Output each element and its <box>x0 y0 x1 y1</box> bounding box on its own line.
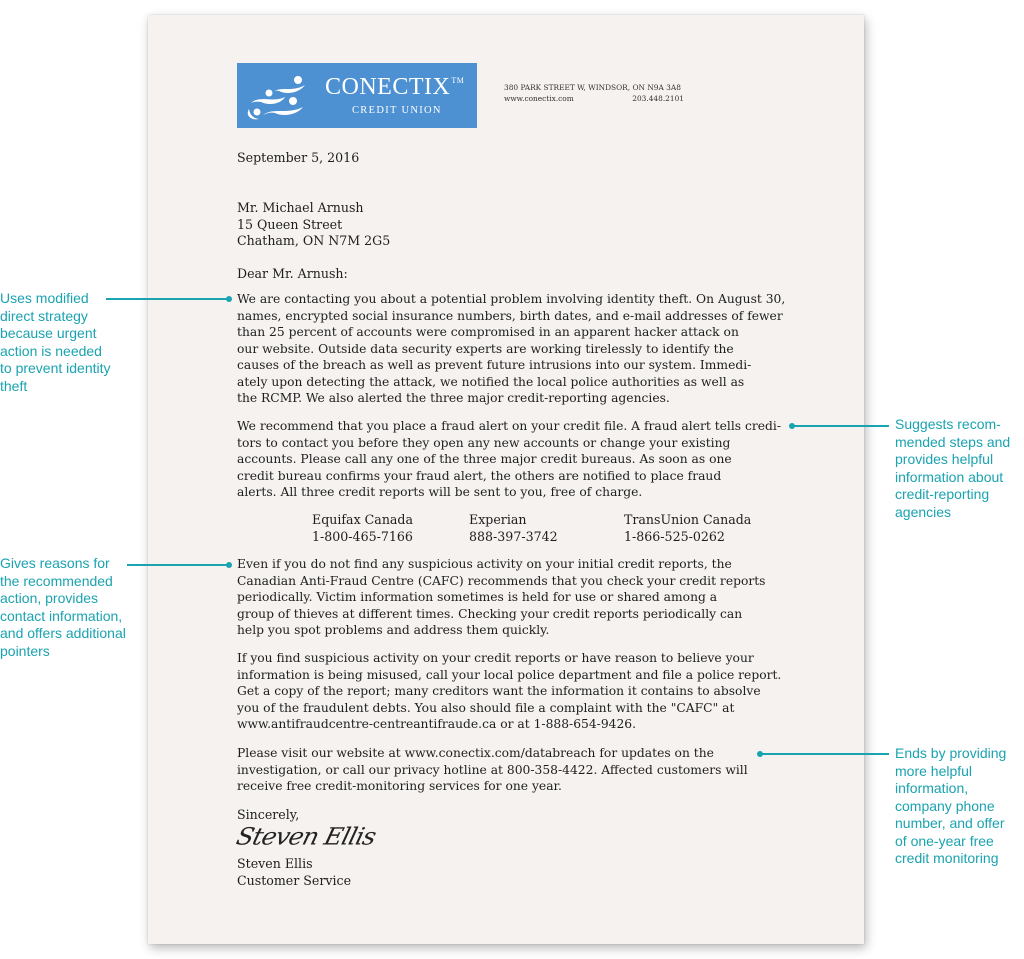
annotation-line: to prevent identity <box>0 360 111 376</box>
paragraph-suspicious-activity <box>237 650 797 733</box>
annotation-line: Gives reasons for <box>0 555 110 571</box>
closing: Sincerely, <box>237 807 300 822</box>
salutation: Dear Mr. Arnush: <box>237 266 348 281</box>
annotation-line: because urgent <box>0 325 97 341</box>
annotation-line: of one-year free <box>895 832 994 849</box>
bureau-transunion <box>624 512 751 545</box>
annotation-dot <box>226 562 232 568</box>
letterhead-address-block <box>504 82 684 104</box>
recipient-city: Chatham, ON N7M 2G5 <box>237 233 391 248</box>
company-website: www.conectix.com <box>504 94 574 103</box>
annotation-line: credit-reporting <box>895 486 990 502</box>
paragraph-line: ately upon detecting the attack, we notified the local police authorities as well as <box>237 374 745 389</box>
annotation-connector <box>127 564 228 566</box>
paragraph-line: you of the fraudulent debts. You also should file a complaint with the "CAFC" at <box>237 700 735 715</box>
brand-subtitle: CREDIT UNION <box>352 105 442 116</box>
annotation-line: theft <box>0 377 28 394</box>
paragraph-reasons <box>237 556 797 639</box>
annotation-dot <box>226 296 232 302</box>
annotation-modified-direct <box>0 290 111 395</box>
annotation-line: the recommended <box>0 572 113 589</box>
bureau-phone: 1-800-465-7166 <box>312 528 413 544</box>
paragraph-line: our website. Outside data security experts are working tirelessly to identify the <box>237 341 734 356</box>
annotation-line: agencies <box>895 503 952 520</box>
annotation-line: information, <box>895 780 969 796</box>
paragraph-line: help you spot problems and address them quickly. <box>237 623 550 637</box>
annotation-line: credit monitoring <box>895 850 999 866</box>
paragraph-line: causes of the breach as well as prevent future intrusions into our system. Immedi- <box>237 358 752 372</box>
bureau-name: Equifax Canada <box>312 512 414 527</box>
annotation-recommended-steps <box>895 416 1010 521</box>
annotation-connector <box>793 425 889 427</box>
annotation-connector <box>106 298 228 300</box>
paragraph-line: credit bureau confirms your fraud alert, the others are notified to place fraud <box>237 468 722 483</box>
paragraph-fraud-alert <box>237 418 797 501</box>
paragraph-line: than 25 percent of accounts were compromised in an apparent hacker attack on <box>237 325 739 339</box>
paragraph-line: group of thieves at different times. Checking your credit reports periodically can <box>237 606 743 621</box>
bureau-name: TransUnion Canada <box>624 512 752 527</box>
company-phone: 203.448.2101 <box>632 94 684 103</box>
annotation-line: direct strategy <box>0 307 88 324</box>
annotation-ends-helpful <box>895 745 1006 868</box>
recipient-address <box>237 200 390 250</box>
annotation-line: provides helpful <box>895 451 994 467</box>
recipient-name: Mr. Michael Arnush <box>237 200 364 215</box>
paragraph-line: information is being misused, call your local police department and file a police report. <box>237 667 782 682</box>
annotation-line: company phone <box>895 797 995 814</box>
conectix-logo <box>237 63 477 128</box>
bureau-equifax <box>312 512 413 545</box>
trademark: TM <box>451 76 465 85</box>
signer-name: Steven Ellis <box>237 856 313 871</box>
paragraph-line: www.antifraudcentre-centreantifraude.ca or at 1-888-654-9426. <box>237 717 637 731</box>
paragraph-line: We are contacting you about a potential problem involving identity theft. On August 30, <box>237 292 786 306</box>
paragraph-line: tors to contact you before they open any new accounts or change your existing <box>237 435 731 450</box>
annotation-gives-reasons <box>0 555 126 660</box>
brand-name: CONECTIX™ <box>325 74 465 100</box>
signer-title: Customer Service <box>237 872 352 888</box>
paragraph-line: the RCMP. We also alerted the three major credit-reporting agencies. <box>237 391 670 405</box>
paragraph-line: receive free credit-monitoring services for one year. <box>237 779 562 793</box>
paragraph-line: Even if you do not find any suspicious activity on your initial credit reports, the <box>237 557 732 571</box>
bureau-phone: 1-866-525-0262 <box>624 528 725 544</box>
paragraph-line: investigation, or call our privacy hotline at 800-358-4422. Affected customers will <box>237 762 748 777</box>
annotation-line: pointers <box>0 642 50 659</box>
recipient-street: 15 Queen Street <box>237 216 343 232</box>
paragraph-line: Please visit our website at www.conectix.com/databreach for updates on the <box>237 746 714 760</box>
annotation-line: number, and offer <box>895 815 1005 831</box>
paragraph-line: Canadian Anti-Fraud Centre (CAFC) recommends that you check your credit reports <box>237 573 766 588</box>
annotation-line: Uses modified <box>0 290 89 306</box>
paragraph-line: We recommend that you place a fraud alert on your credit file. A fraud alert tells credi- <box>237 419 782 433</box>
swimmers-logo-icon <box>243 71 319 121</box>
annotation-line: Suggests recom- <box>895 416 1001 432</box>
letter-date: September 5, 2016 <box>237 150 360 165</box>
annotation-line: information about <box>895 468 1004 485</box>
annotation-line: contact information, <box>0 607 123 624</box>
annotation-line: action is needed <box>0 342 102 359</box>
annotation-line: more helpful <box>895 762 973 779</box>
paragraph-line: Get a copy of the report; many creditors want the information it contains to absolve <box>237 684 761 698</box>
bureau-experian <box>469 512 558 545</box>
paragraph-line: names, encrypted social insurance numbers, birth dates, and e-mail addresses of fewer <box>237 308 783 323</box>
paragraph-line: accounts. Please call any one of the three major credit bureaus. As soon as one <box>237 452 732 466</box>
paragraph-closing-info <box>237 745 797 795</box>
paragraph-line: alerts. All three credit reports will be sent to you, free of charge. <box>237 485 643 499</box>
annotation-connector <box>761 753 889 755</box>
paragraph-line: If you find suspicious activity on your credit reports or have reason to believe your <box>237 651 754 665</box>
company-address: 380 PARK STREET W, WINDSOR, ON N9A 3A8 <box>504 83 681 92</box>
bureau-name: Experian <box>469 512 527 527</box>
annotation-line: mended steps and <box>895 433 1011 450</box>
bureau-phone: 888-397-3742 <box>469 528 558 544</box>
paragraph-opening <box>237 291 797 407</box>
signer-block <box>237 856 351 889</box>
annotation-line: Ends by providing <box>895 745 1007 761</box>
annotation-line: and offers additional <box>0 625 126 641</box>
annotation-line: action, provides <box>0 590 99 606</box>
signature: Steven Ellis <box>233 822 379 851</box>
paragraph-line: periodically. Victim information sometimes is held for use or shared among a <box>237 590 718 604</box>
